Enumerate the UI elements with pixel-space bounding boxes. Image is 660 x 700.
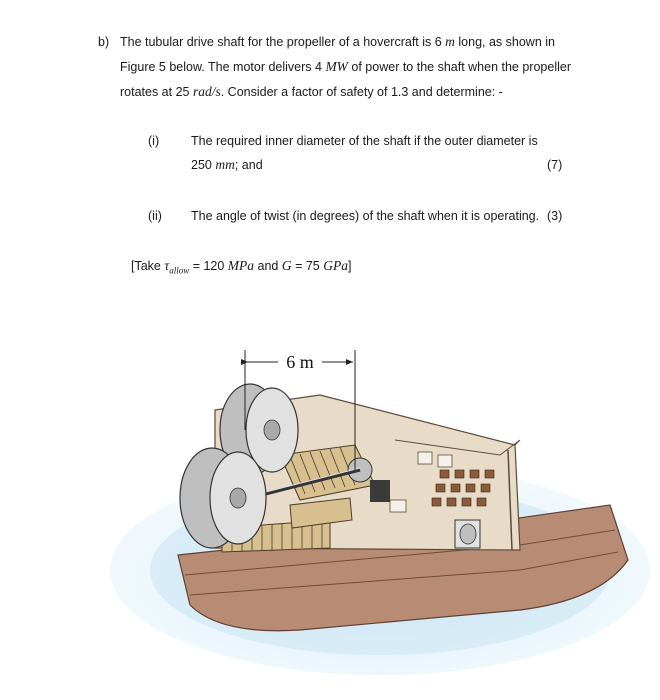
given-open: [Take bbox=[131, 259, 165, 273]
question-line-1-pre: The tubular drive shaft for the propeller of a hovercraft is 6 bbox=[120, 35, 446, 49]
question-line-3-pre: rotates at 25 bbox=[120, 85, 193, 99]
window bbox=[390, 500, 406, 512]
part-i-line-2 bbox=[191, 157, 263, 173]
part-i-marks: (7) bbox=[547, 158, 563, 172]
hatch-drum bbox=[460, 524, 476, 544]
part-i-post: ; and bbox=[234, 158, 263, 172]
part-i-value: 250 bbox=[191, 158, 216, 172]
question-line-2 bbox=[120, 59, 571, 75]
question-line-1 bbox=[120, 34, 555, 50]
part-i-number: (i) bbox=[148, 134, 160, 148]
unit-mw: MW bbox=[325, 59, 348, 74]
unit-mpa: MPa bbox=[227, 258, 255, 273]
part-i-line-1: The required inner diameter of the shaft if the outer diameter is bbox=[191, 134, 538, 148]
part-ii-number: (ii) bbox=[148, 209, 162, 223]
tau-subscript: allow bbox=[169, 265, 190, 276]
question-label: b) bbox=[98, 35, 110, 49]
propeller-duct-lower bbox=[180, 448, 266, 548]
given-close: ] bbox=[347, 259, 352, 273]
hovercraft-figure bbox=[0, 300, 660, 700]
given-values bbox=[131, 258, 351, 279]
given-and: and bbox=[254, 259, 282, 273]
window bbox=[418, 452, 432, 464]
given-eq-2: = 75 bbox=[291, 259, 324, 273]
unit-gpa: GPa bbox=[323, 258, 348, 273]
window bbox=[438, 455, 452, 467]
unit-mm: mm bbox=[215, 157, 235, 172]
question-line-3-post: . Consider a factor of safety of 1.3 and determine: - bbox=[220, 85, 503, 99]
tau-symbol: τ bbox=[164, 258, 170, 273]
question-line-2-pre: Figure 5 below. The motor delivers 4 bbox=[120, 60, 326, 74]
question-line-2-post: of power to the shaft when the propeller bbox=[347, 60, 571, 74]
dimension-label: 6 m bbox=[286, 352, 314, 372]
question-line-3 bbox=[120, 84, 503, 100]
unit-m: m bbox=[445, 34, 455, 49]
g-symbol: G bbox=[281, 258, 292, 273]
machinery-box bbox=[370, 480, 390, 502]
question-line-1-post: long, as shown in bbox=[454, 35, 555, 49]
part-ii-line-1: The angle of twist (in degrees) of the shaft when it is operating. bbox=[191, 209, 540, 223]
unit-rad-s: rad/s bbox=[192, 84, 221, 99]
given-eq-1: = 120 bbox=[189, 259, 228, 273]
part-ii-marks: (3) bbox=[547, 209, 563, 223]
